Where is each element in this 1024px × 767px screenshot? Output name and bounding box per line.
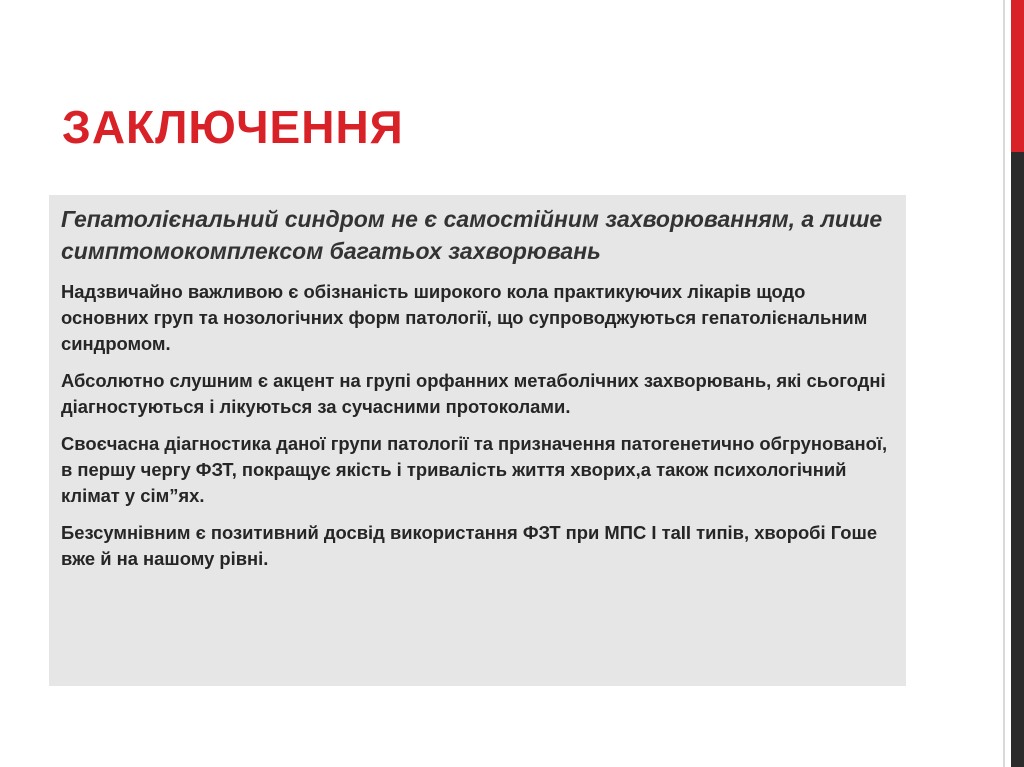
right-edge-dark-bar <box>1011 152 1024 767</box>
paragraph-ert-experience: Безсумнівним є позитивний досвід використання ФЗТ при МПС I таII типів, хворобі Гоше вже й на нашому рівні. <box>61 522 878 569</box>
slide-title: ЗАКЛЮЧЕННЯ <box>62 101 404 153</box>
lead-statement: Гепатолієнальний синдром не є самостійним захворюванням, а лише симптомокомплексом багатьох захворювань <box>61 206 883 264</box>
content-panel <box>49 195 906 686</box>
right-edge-red-bar <box>1011 0 1024 152</box>
paragraph-awareness: Надзвичайно важливою є обізнаність широкого кола практикуючих лікарів щодо основних груп та нозологічних форм патології, що супроводжуються гепатолієнальним синдромом. <box>61 281 868 354</box>
right-edge-divider <box>1003 0 1005 767</box>
paragraph-orphan-diseases: Абсолютно слушним є акцент на групі орфанних метаболічних захворювань, які сьогодні діагностуються і лікуються за сучасними протоколами. <box>61 370 886 417</box>
paragraph-timely-diagnosis: Своєчасна діагностика даної групи патології та призначення патогенетично обгрунованої, в першу чергу ФЗТ, покращує якість і тривалість життя хворих,а також психологічний клімат у сім”ях. <box>61 433 888 506</box>
